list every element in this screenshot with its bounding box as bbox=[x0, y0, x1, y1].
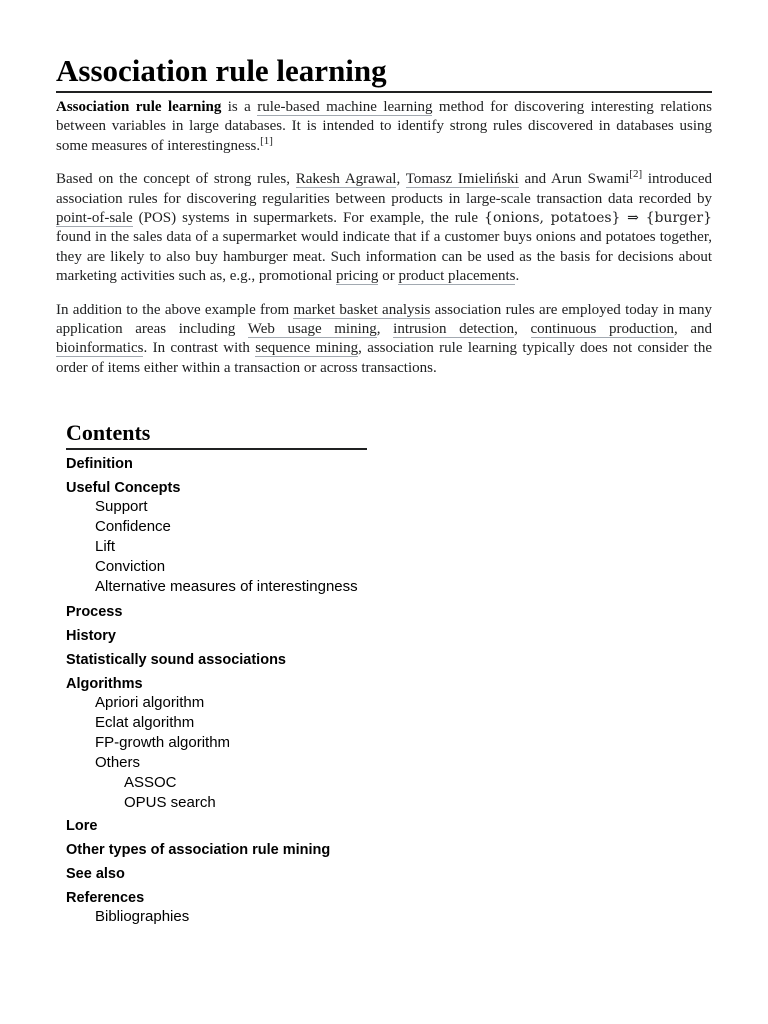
text-span: , bbox=[396, 171, 406, 188]
link-continuous-production[interactable]: continuous production bbox=[530, 321, 674, 338]
reference-1[interactable]: [1] bbox=[260, 134, 273, 147]
text-span: . bbox=[515, 268, 520, 285]
text-span: , and bbox=[673, 321, 713, 338]
link-bioinformatics[interactable]: bioinformatics bbox=[56, 340, 144, 357]
toc-item-fp-growth[interactable]: FP-growth algorithm bbox=[95, 734, 231, 751]
intro-paragraph-3 bbox=[56, 301, 712, 379]
text-span: found in the sales data of a supermarket would indicate that if a customer buys onions and potatoes together, they are likely to also buy hamburger meat. Such information can be used as the basis for decisions about marketing activities such as, e.g., promotional bbox=[56, 229, 712, 285]
page-title: Association rule learning bbox=[56, 52, 712, 93]
reference-2[interactable]: [2] bbox=[629, 168, 643, 181]
table-of-contents bbox=[66, 420, 376, 927]
text-span: (POS) systems in supermarkets. For example, the rule bbox=[132, 210, 485, 227]
text-span: . In contrast with bbox=[143, 340, 256, 357]
toc-item-conviction[interactable]: Conviction bbox=[95, 558, 166, 575]
toc-item-support[interactable]: Support bbox=[95, 498, 148, 515]
text-span: introduced association rules for discovering regularities between products in large-scale transaction data recorded by bbox=[56, 171, 712, 207]
toc-heading: Contents bbox=[66, 420, 367, 450]
link-market-basket-analysis[interactable]: market basket analysis bbox=[293, 301, 431, 318]
link-sequence-mining[interactable]: sequence mining bbox=[255, 340, 359, 357]
text-span: Based on the concept of strong rules, bbox=[56, 171, 296, 188]
toc-list bbox=[66, 455, 376, 927]
toc-item-alternative-measures[interactable]: Alternative measures of interestingness bbox=[95, 578, 358, 595]
toc-item-references[interactable]: References bbox=[66, 890, 145, 906]
toc-item-apriori[interactable]: Apriori algorithm bbox=[95, 694, 205, 711]
link-product-placements[interactable]: product placements bbox=[398, 268, 516, 285]
link-pricing[interactable]: pricing bbox=[335, 268, 379, 285]
toc-item-assoc[interactable]: ASSOC bbox=[124, 774, 177, 791]
text-span: , bbox=[514, 321, 531, 338]
toc-item-bibliographies[interactable]: Bibliographies bbox=[95, 908, 190, 925]
text-span: method for discovering interesting relations between variables in large databases. It is intended to identify strong rules discovered in databases using some measures of interestingness. bbox=[56, 99, 712, 154]
link-rakesh-agrawal[interactable]: Rakesh Agrawal bbox=[295, 171, 397, 188]
text-span: or bbox=[378, 268, 399, 285]
math-rule: {onions, potatoes} ⇒ {burger} bbox=[484, 210, 712, 227]
toc-item-process[interactable]: Process bbox=[66, 604, 123, 620]
text-span: is a bbox=[221, 99, 258, 115]
toc-item-lore[interactable]: Lore bbox=[66, 818, 98, 834]
toc-item-algorithms[interactable]: Algorithms bbox=[66, 676, 143, 692]
toc-item-opus[interactable]: OPUS search bbox=[124, 794, 216, 811]
toc-item-lift[interactable]: Lift bbox=[95, 538, 116, 555]
toc-item-eclat[interactable]: Eclat algorithm bbox=[95, 714, 195, 731]
toc-item-others[interactable]: Others bbox=[95, 754, 141, 771]
link-web-usage-mining[interactable]: Web usage mining bbox=[247, 321, 377, 338]
toc-item-history[interactable]: History bbox=[66, 628, 116, 644]
toc-item-confidence[interactable]: Confidence bbox=[95, 518, 171, 535]
intro-paragraph-2 bbox=[56, 170, 712, 286]
bold-term: Association rule learning bbox=[56, 99, 222, 115]
text-span: In addition to the above example from bbox=[56, 301, 294, 318]
text-span: association rules are employed today in many application areas including bbox=[56, 301, 712, 338]
text-span: and Arun Swami bbox=[518, 171, 630, 188]
intro-paragraph-1 bbox=[56, 98, 712, 156]
toc-item-other-types[interactable]: Other types of association rule mining bbox=[66, 842, 331, 858]
text-span: , bbox=[376, 321, 394, 338]
toc-item-statistically-sound[interactable]: Statistically sound associations bbox=[66, 652, 286, 668]
toc-item-definition[interactable]: Definition bbox=[66, 456, 133, 472]
article bbox=[56, 0, 712, 378]
link-rule-based-machine-learning[interactable]: rule-based machine learning bbox=[257, 99, 433, 115]
link-tomasz-imielinski[interactable]: Tomasz Imieliński bbox=[405, 171, 519, 188]
toc-item-see-also[interactable]: See also bbox=[66, 866, 125, 882]
link-point-of-sale[interactable]: point-of-sale bbox=[56, 210, 133, 227]
link-intrusion-detection[interactable]: intrusion detection bbox=[393, 321, 515, 338]
toc-item-useful-concepts[interactable]: Useful Concepts bbox=[66, 480, 181, 496]
text-span: , association rule learning typically does not consider the order of items either within a transaction or across transactions. bbox=[56, 340, 712, 376]
